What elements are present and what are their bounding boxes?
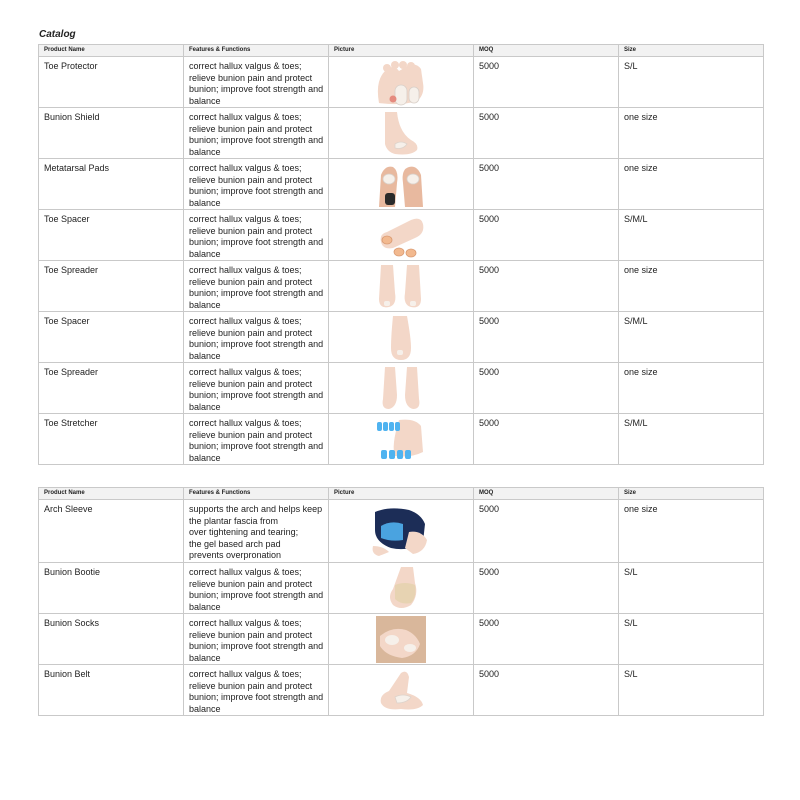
table-header-row [39,45,764,57]
table-row [39,563,764,614]
product-picture-cell [329,665,474,716]
product-features: correct hallux valgus & toes; relieve bunion pain and protect bunion; improve foot strength and balance [184,159,329,210]
product-features: correct hallux valgus & toes; relieve bunion pain and protect bunion; improve foot strength and balance [184,614,329,665]
product-moq: 5000 [474,312,619,363]
header-product-name: Product Name [39,488,184,500]
table-row [39,414,764,465]
product-name: Toe Spreader [39,363,184,414]
table-row [39,312,764,363]
product-features: correct hallux valgus & toes; relieve bunion pain and protect bunion; improve foot strength and balance [184,312,329,363]
product-features: correct hallux valgus & toes; relieve bunion pain and protect bunion; improve foot strength and balance [184,563,329,614]
toe-protector-photo [371,59,431,106]
product-picture-cell [329,500,474,563]
product-size: one size [619,363,764,414]
product-moq: 5000 [474,210,619,261]
product-name: Toe Stretcher [39,414,184,465]
table-row [39,108,764,159]
product-name: Arch Sleeve [39,500,184,563]
product-moq: 5000 [474,363,619,414]
product-features: correct hallux valgus & toes; relieve bunion pain and protect bunion; improve foot strength and balance [184,363,329,414]
product-moq: 5000 [474,563,619,614]
product-features: correct hallux valgus & toes; relieve bunion pain and protect bunion; improve foot strength and balance [184,108,329,159]
header-product-name: Product Name [39,45,184,57]
product-moq: 5000 [474,614,619,665]
product-features: correct hallux valgus & toes; relieve bunion pain and protect bunion; improve foot strength and balance [184,665,329,716]
product-picture-cell [329,210,474,261]
table-row [39,500,764,563]
product-size: one size [619,108,764,159]
product-size: S/L [619,563,764,614]
product-name: Bunion Socks [39,614,184,665]
header-features: Features & Functions [184,45,329,57]
product-size: S/L [619,665,764,716]
product-features: correct hallux valgus & toes; relieve bunion pain and protect bunion; improve foot strength and balance [184,57,329,108]
header-moq: MOQ [474,45,619,57]
toe-spacer-photo [371,314,431,361]
table-row [39,210,764,261]
product-features: correct hallux valgus & toes; relieve bunion pain and protect bunion; improve foot strength and balance [184,261,329,312]
catalog-table-1 [38,44,764,465]
metatarsal-pads-photo [371,161,431,208]
product-moq: 5000 [474,261,619,312]
product-size: S/M/L [619,312,764,363]
product-moq: 5000 [474,159,619,210]
product-features: correct hallux valgus & toes; relieve bunion pain and protect bunion; improve foot strength and balance [184,414,329,465]
product-picture-cell [329,159,474,210]
toe-stretcher-photo [371,416,431,463]
header-moq: MOQ [474,488,619,500]
product-name: Bunion Bootie [39,563,184,614]
toe-spreader-photo [371,263,431,310]
table-row [39,363,764,414]
product-name: Toe Spacer [39,210,184,261]
toe-spreader-photo [371,365,431,412]
table-row [39,159,764,210]
product-size: one size [619,500,764,563]
product-size: S/M/L [619,414,764,465]
header-picture: Picture [329,45,474,57]
toe-spacer-photo [371,212,431,259]
product-picture-cell [329,261,474,312]
table-row [39,57,764,108]
product-size: S/L [619,57,764,108]
table-header-row [39,488,764,500]
product-size: S/L [619,614,764,665]
product-picture-cell [329,57,474,108]
table-row [39,665,764,716]
product-name: Toe Protector [39,57,184,108]
product-name: Bunion Shield [39,108,184,159]
header-features: Features & Functions [184,488,329,500]
header-picture: Picture [329,488,474,500]
product-picture-cell [329,363,474,414]
product-moq: 5000 [474,57,619,108]
product-picture-cell [329,563,474,614]
product-moq: 5000 [474,108,619,159]
product-features: supports the arch and helps keep the plantar fascia from over tightening and tearing; the gel based arch pad prevents overpronation [184,500,329,563]
product-picture-cell [329,614,474,665]
table-row [39,261,764,312]
catalog-table-2 [38,487,764,716]
product-size: S/M/L [619,210,764,261]
product-picture-cell [329,312,474,363]
product-name: Toe Spreader [39,261,184,312]
product-name: Bunion Belt [39,665,184,716]
arch-sleeve-photo [369,502,433,558]
product-size: one size [619,261,764,312]
product-moq: 5000 [474,665,619,716]
product-moq: 5000 [474,500,619,563]
header-size: Size [619,45,764,57]
product-picture-cell [329,414,474,465]
bunion-belt-photo [371,667,431,714]
product-features: correct hallux valgus & toes; relieve bunion pain and protect bunion; improve foot strength and balance [184,210,329,261]
bunion-shield-photo [371,110,431,157]
product-moq: 5000 [474,414,619,465]
product-size: one size [619,159,764,210]
product-name: Metatarsal Pads [39,159,184,210]
product-picture-cell [329,108,474,159]
table-row [39,614,764,665]
page-title: Catalog [39,29,76,40]
bunion-socks-photo [376,616,426,663]
bunion-bootie-photo [371,565,431,612]
header-size: Size [619,488,764,500]
product-name: Toe Spacer [39,312,184,363]
